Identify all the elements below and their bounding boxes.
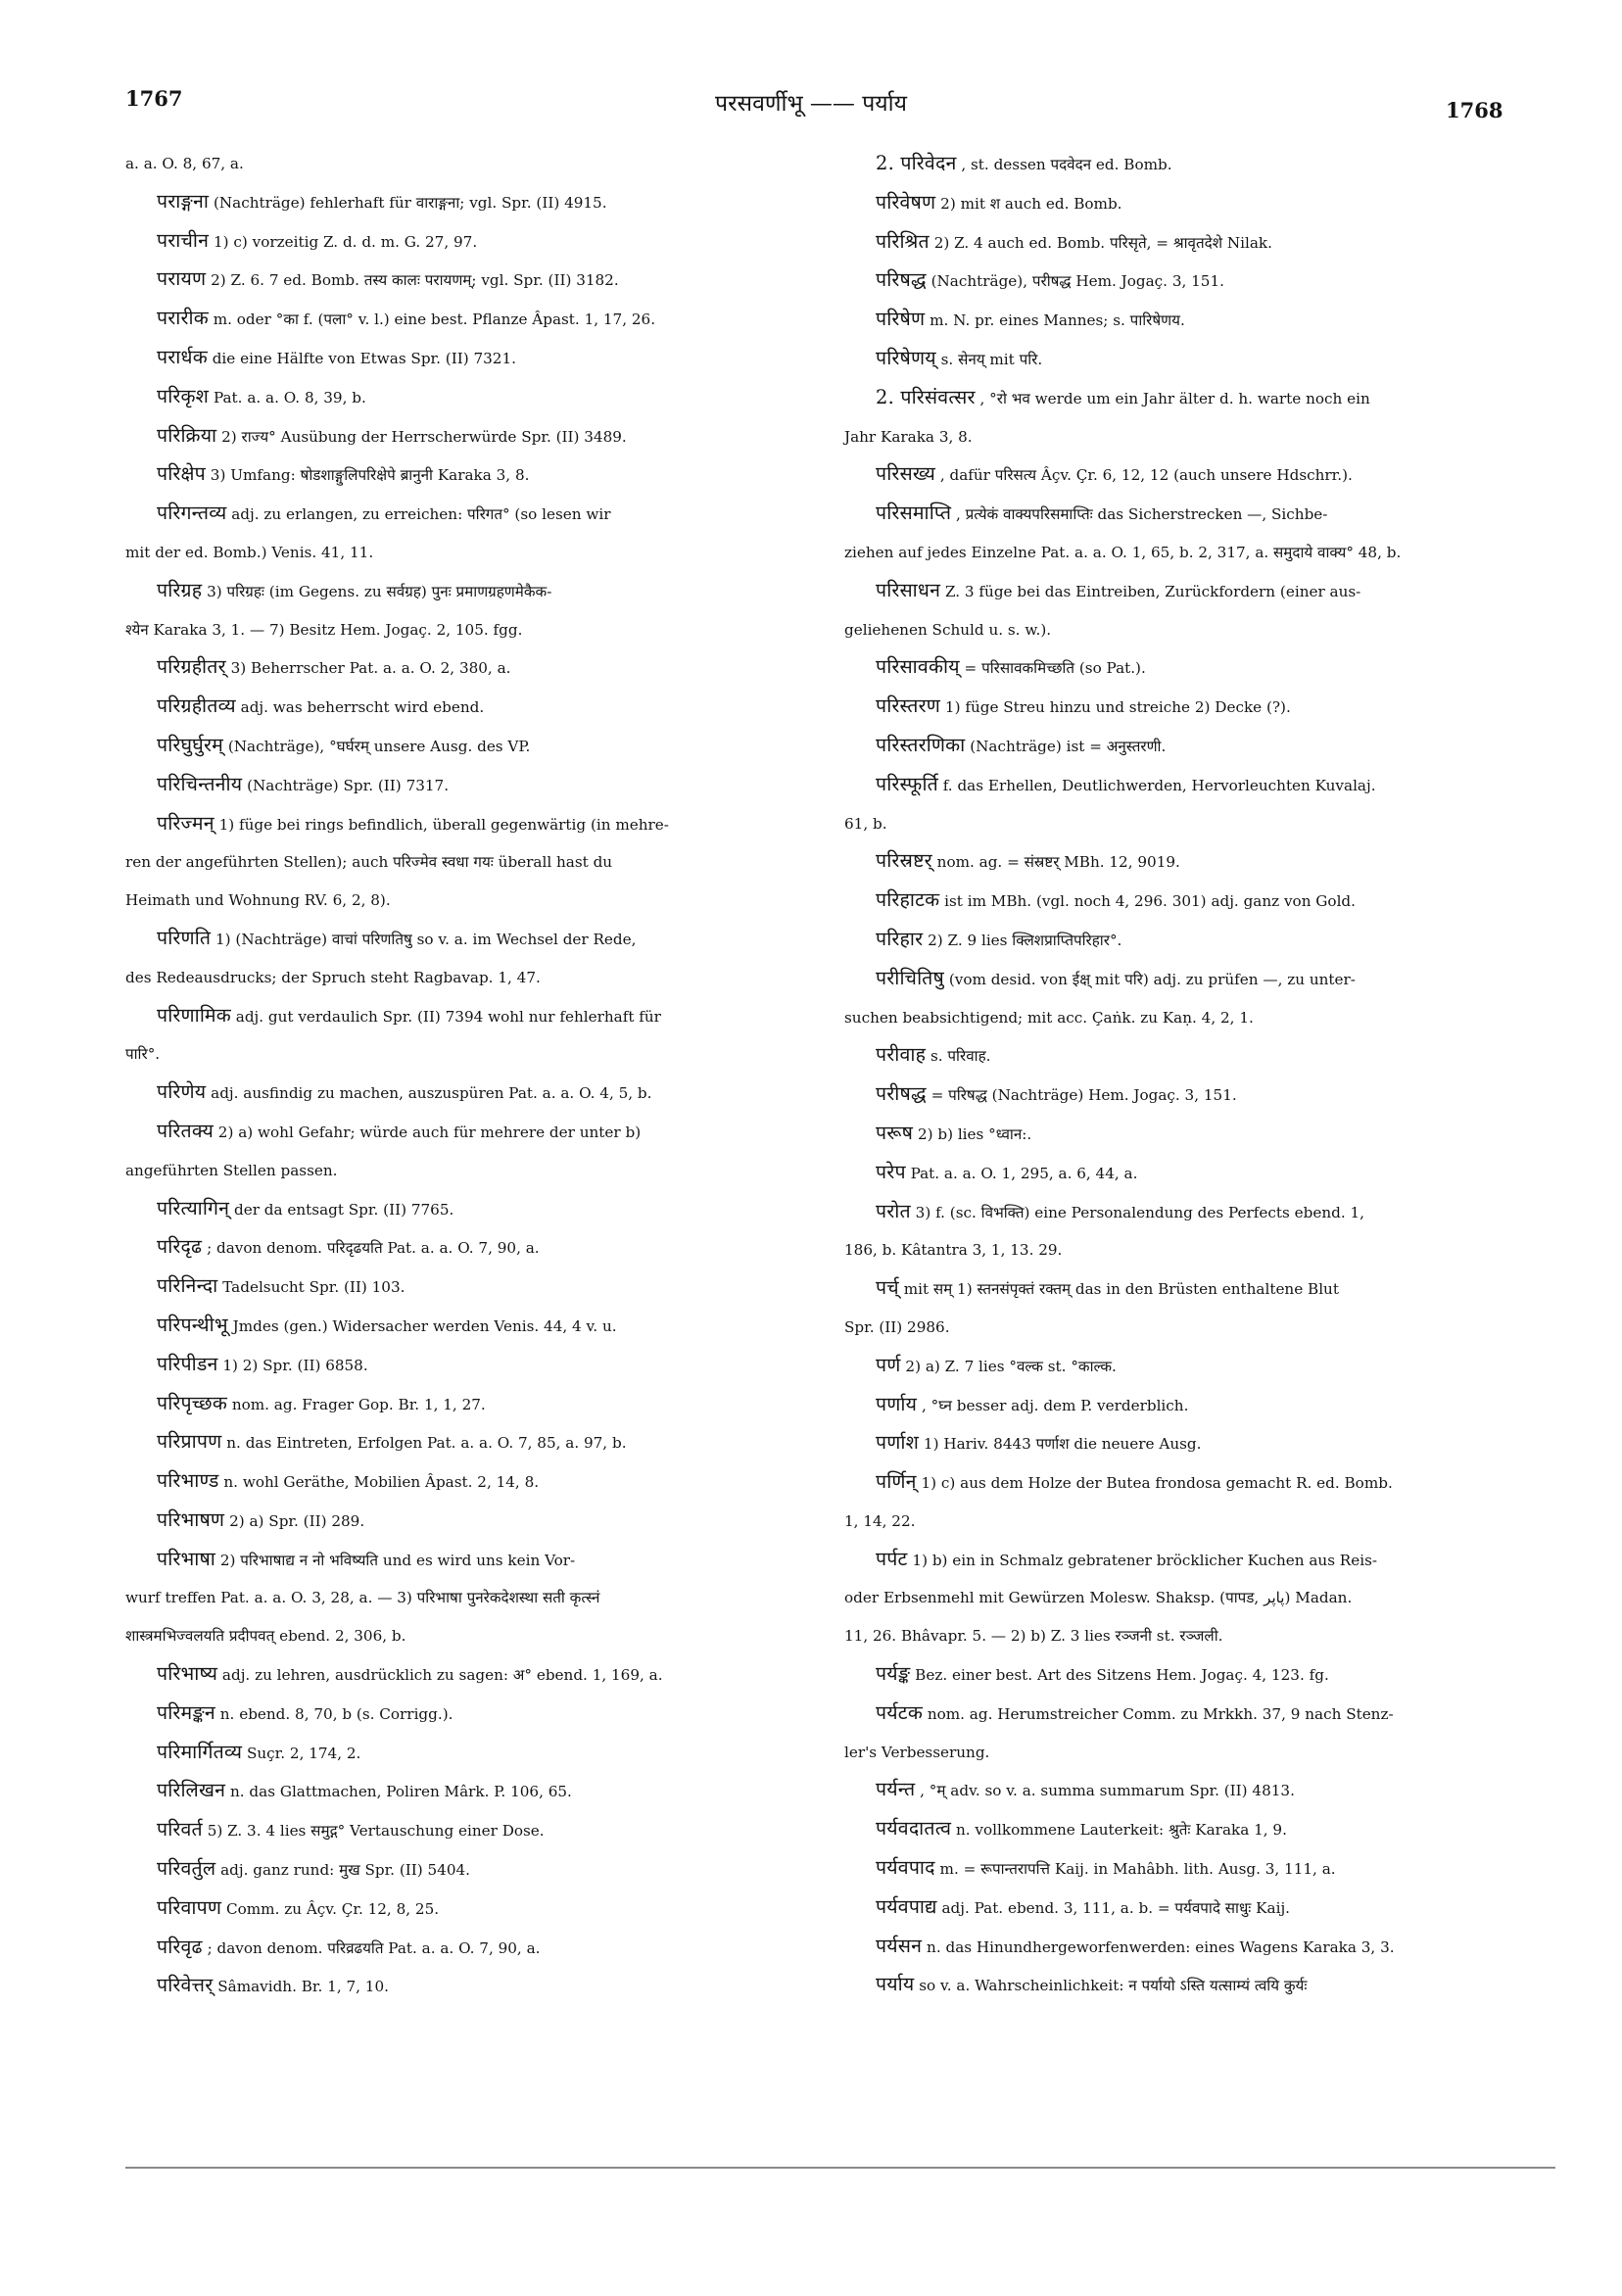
- entry-text: so v. a. Wahrscheinlichkeit: न पर्यायो ऽस्ति यत्साम्यं त्वयि कुर्यः: [919, 1977, 1308, 1995]
- dictionary-entry-line: [844, 145, 1491, 184]
- footer-rule: [125, 2167, 1555, 2169]
- entry-headword: परिक्रिया: [157, 423, 217, 447]
- dictionary-entry-line: [125, 417, 768, 456]
- entry-headword: परिचिन्तनीय: [157, 772, 243, 795]
- right-column: [844, 145, 1491, 2005]
- entry-headword: परिलिखन: [157, 1779, 226, 1802]
- dictionary-entry-line: [844, 1734, 1491, 1772]
- entry-headword: परिषेणय्: [876, 346, 936, 369]
- entry-headword: परिणेय: [157, 1080, 207, 1104]
- dictionary-entry-line: [125, 1228, 768, 1268]
- dictionary-entry-line: [844, 301, 1491, 340]
- entry-text: 2) Z. 6. 7 ed. Bomb. तस्य कालः परायणम्; vgl. Spr. (II) 3182.: [211, 271, 619, 290]
- entry-headword: 2. परिवेदन: [876, 152, 957, 174]
- entry-headword: पर्यवदातत्व: [876, 1817, 952, 1841]
- entry-headword: पर्यटक: [876, 1700, 923, 1724]
- left-column: [125, 145, 768, 2006]
- dictionary-entry-line: [125, 1655, 768, 1695]
- dictionary-entry-line: [844, 1849, 1491, 1889]
- dictionary-entry-line: [125, 1385, 768, 1424]
- entry-text: , °म् adv. so v. a. summa summarum Spr. (II) 4813.: [920, 1782, 1295, 1800]
- entry-text: oder Erbsenmehl mit Gewürzen Molesw. Shaksp. (पापड, پاپر) Madan.: [844, 1589, 1353, 1607]
- entry-headword: परिणति: [157, 926, 212, 949]
- dictionary-entry-line: [844, 1655, 1491, 1695]
- dictionary-entry-line: [844, 1541, 1491, 1580]
- dictionary-entry-line: [844, 1771, 1491, 1810]
- dictionary-entry-line: [125, 1074, 768, 1113]
- entry-headword: पर्च्: [876, 1276, 899, 1300]
- entry-headword: पर्याय: [876, 1973, 915, 1996]
- entry-headword: परिकृश: [157, 384, 210, 407]
- dictionary-entry-line: [844, 1463, 1491, 1503]
- page-number-right: 1768: [1446, 98, 1503, 122]
- dictionary-entry-line: [125, 1113, 768, 1152]
- entry-headword: परिक्षेप: [157, 462, 206, 486]
- entry-headword: पर्यङ्क: [876, 1662, 911, 1686]
- dictionary-entry-line: [844, 727, 1491, 766]
- entry-headword: परिदृढ: [157, 1235, 203, 1259]
- dictionary-entry-line: [125, 300, 768, 339]
- dictionary-entry-line: [125, 572, 768, 611]
- entry-text: , dafür परिसत्य Âçv. Çr. 6, 12, 12 (auch unsere Hdschrr.).: [939, 466, 1353, 485]
- entry-headword: पर्पट: [876, 1547, 908, 1570]
- entry-headword: परिभाषण: [157, 1507, 225, 1531]
- entry-headword: परीषद्ध: [876, 1082, 927, 1106]
- entry-text: 2) a) Spr. (II) 289.: [229, 1511, 365, 1530]
- entry-headword: परार्धक: [157, 345, 208, 368]
- dictionary-entry-line: [125, 534, 768, 572]
- dictionary-entry-line: [844, 882, 1491, 921]
- entry-text: ; davon denom. परिदृढयति Pat. a. a. O. 7, 90, a.: [207, 1239, 540, 1258]
- dictionary-entry-line: [844, 1424, 1491, 1463]
- page-title: परसवर्णीभू —— पर्याय: [715, 91, 907, 117]
- entry-text: adj. Pat. ebend. 3, 111, a. b. = पर्यवपादे साधुः Kaij.: [941, 1898, 1290, 1917]
- entry-headword: परिसमाप्ति: [876, 502, 952, 525]
- entry-headword: परिभाषा: [157, 1547, 215, 1570]
- entry-headword: परिस्तरणिका: [876, 733, 966, 756]
- entry-text: Tadelsucht Spr. (II) 103.: [222, 1278, 406, 1297]
- entry-text: Comm. zu Âçv. Çr. 12, 8, 25.: [226, 1899, 440, 1918]
- entry-text: mit सम् 1) स्तनसंपृक्तं रक्तम् das in den Brüsten enthaltene Blut: [903, 1280, 1339, 1299]
- entry-text: n. das Hinundhergeworfenwerden: eines Wagens Karaka 3, 3.: [927, 1937, 1395, 1956]
- entry-text: 1) Hariv. 8443 पर्णाश die neuere Ausg.: [923, 1435, 1202, 1454]
- entry-headword: परिगन्तव्य: [157, 502, 227, 525]
- dictionary-entry-line: [125, 1967, 768, 2006]
- entry-text: angeführten Stellen passen.: [125, 1161, 338, 1179]
- dictionary-entry-line: [844, 1928, 1491, 1967]
- dictionary-entry-line: [844, 223, 1491, 263]
- dictionary-entry-line: [125, 1423, 768, 1462]
- dictionary-entry-line: [125, 805, 768, 844]
- entry-headword: परिस्रष्टर्: [876, 849, 932, 873]
- entry-text: Sâmavidh. Br. 1, 7, 10.: [217, 1978, 389, 1996]
- dictionary-entry-line: [125, 1579, 768, 1617]
- dictionary-entry-line: [125, 688, 768, 727]
- entry-text: 1) füge Streu hinzu und streiche 2) Decke (?).: [944, 698, 1291, 717]
- dictionary-entry-line: [125, 1811, 768, 1850]
- entry-text: f. das Erhellen, Deutlichwerden, Hervorleuchten Kuvalaj.: [942, 776, 1376, 794]
- entry-text: , st. dessen पदवेदन ed. Bomb.: [961, 156, 1172, 173]
- entry-text: 186, b. Kâtantra 3, 1, 13. 29.: [844, 1241, 1063, 1260]
- dictionary-entry-line: [844, 648, 1491, 688]
- entry-text: adj. zu lehren, ausdrücklich zu sagen: अ° ebend. 1, 169, a.: [221, 1666, 663, 1685]
- entry-text: 3) Umfang: षोडशाङ्गुलिपरिक्षेपे ब्रानुनी Karaka 3, 8.: [210, 466, 530, 485]
- dictionary-entry-line: [125, 455, 768, 495]
- entry-headword: परित्यागिन्: [157, 1196, 230, 1220]
- entry-headword: परिग्रहीतव्य: [157, 694, 236, 718]
- entry-text: ren der angeführten Stellen); auch परिज्मेव स्वधा गयः überall hast du: [125, 853, 613, 872]
- entry-text: ler's Verbesserung.: [844, 1743, 990, 1761]
- dictionary-entry-line: [125, 222, 768, 262]
- entry-headword: पराचीन: [157, 228, 210, 252]
- dictionary-entry-line: [844, 1036, 1491, 1076]
- entry-headword: परिघुर्घुरम्: [157, 733, 223, 756]
- dictionary-entry-line: [125, 1850, 768, 1889]
- entry-text: 61, b.: [844, 814, 887, 833]
- dictionary-entry-line: [844, 184, 1491, 223]
- entry-text: ; davon denom. परिव्रढयति Pat. a. a. O. 7, 90, a.: [207, 1938, 541, 1957]
- entry-headword: परिहाटक: [876, 888, 940, 912]
- entry-text: nom. ag. = संस्रष्टर् MBh. 12, 9019.: [936, 853, 1180, 872]
- entry-text: = परिषद्ध (Nachträge) Hem. Jogaç. 3, 151.: [930, 1086, 1237, 1105]
- dictionary-entry-line: [125, 1190, 768, 1229]
- entry-text: 1) (Nachträge) वाचां परिणतिषु so v. a. im Wechsel der Rede,: [215, 930, 637, 948]
- dictionary-entry-line: [844, 262, 1491, 301]
- entry-headword: पर्यन्त: [876, 1778, 916, 1801]
- entry-headword: परिहार: [876, 927, 924, 950]
- entry-text: Spr. (II) 2986.: [844, 1317, 950, 1336]
- entry-headword: परीवाह: [876, 1043, 927, 1067]
- entry-headword: परिज्मन्: [157, 811, 215, 835]
- entry-text: m. = रूपान्तरापत्ति Kaij. in Mahâbh. lith. Ausg. 3, 111, a.: [939, 1860, 1336, 1879]
- dictionary-entry-line: [844, 1076, 1491, 1115]
- dictionary-entry-line: [125, 339, 768, 378]
- entry-headword: पर्यवपाद्य: [876, 1894, 937, 1918]
- entry-text: 2) a) Z. 7 lies °वल्क st. °काल्क.: [905, 1357, 1117, 1375]
- entry-text: 2) b) lies °ध्वान:.: [917, 1124, 1032, 1143]
- entry-headword: परिभाष्य: [157, 1662, 218, 1686]
- entry-text: Heimath und Wohnung RV. 6, 2, 8).: [125, 891, 391, 910]
- entry-text: पारि°.: [125, 1045, 161, 1064]
- entry-headword: पर्णिन्: [876, 1470, 917, 1494]
- dictionary-entry-line: [844, 921, 1491, 960]
- dictionary-entry-line: [844, 1695, 1491, 1734]
- entry-text: 2) Z. 9 lies क्लिशप्राप्तिपरिहार°.: [928, 931, 1122, 949]
- dictionary-entry-line: [125, 766, 768, 805]
- entry-text: 11, 26. Bhâvapr. 5. — 2) b) Z. 3 lies रञ्जनी st. रञ्जली.: [844, 1627, 1223, 1646]
- entry-text: 1) c) aus dem Holze der Butea frondosa gemacht R. ed. Bomb.: [921, 1474, 1393, 1493]
- entry-text: (Nachträge), परीषद्ध Hem. Jogaç. 3, 151.: [930, 272, 1224, 291]
- dictionary-entry-line: [844, 1810, 1491, 1849]
- entry-headword: पर्ण: [876, 1353, 901, 1376]
- entry-text: wurf treffen Pat. a. a. O. 3, 28, a. — 3) परिभाषा पुनरेकदेशस्था सती कृत्स्नं: [125, 1589, 600, 1607]
- dictionary-entry-line: [125, 261, 768, 300]
- entry-text: n. wohl Geräthe, Mobilien Âpast. 2, 14, 8.: [223, 1473, 540, 1492]
- entry-headword: पर्यवपाद: [876, 1856, 935, 1880]
- entry-headword: परिपन्थीभू: [157, 1313, 228, 1336]
- dictionary-entry-line: [125, 495, 768, 534]
- entry-text: (vom desid. von ईक्ष् mit परि) adj. zu prüfen —, zu unter-: [948, 970, 1356, 988]
- entry-headword: परिभाण्ड: [157, 1469, 219, 1493]
- entry-text: , °रो भव werde um ein Jahr älter d. h. warte noch ein: [979, 389, 1370, 407]
- entry-headword: परिसाधन: [876, 578, 941, 601]
- dictionary-entry-line: [125, 1152, 768, 1190]
- dictionary-entry-line: [844, 1231, 1491, 1269]
- dictionary-entry-line: [844, 1503, 1491, 1541]
- dictionary-entry-line: [844, 1386, 1491, 1425]
- dictionary-entry-line: [844, 1579, 1491, 1617]
- entry-text: 5) Z. 3. 4 lies समुद्ग° Vertauschung einer Dose.: [207, 1822, 545, 1841]
- entry-text: Pat. a. a. O. 8, 39, b.: [213, 388, 366, 407]
- entry-headword: 2. परिसंवत्सर: [876, 385, 976, 408]
- entry-headword: पराङ्गना: [157, 189, 210, 213]
- entry-text: geliehenen Schuld u. s. w.).: [844, 620, 1052, 639]
- dictionary-entry-line: [844, 340, 1491, 379]
- entry-headword: परिस्तरण: [876, 694, 941, 718]
- entry-text: = परिसावकमिच्छति (so Pat.).: [964, 659, 1146, 678]
- dictionary-entry-line: [844, 805, 1491, 843]
- dictionary-entry-line: [125, 1617, 768, 1655]
- dictionary-entry-line: [125, 1502, 768, 1541]
- entry-text: Z. 3 füge bei das Eintreiben, Zurückfordern (einer aus-: [944, 582, 1361, 600]
- dictionary-entry-line: [125, 882, 768, 920]
- entry-text: (Nachträge) ist = अनुस्तरणी.: [970, 737, 1167, 755]
- entry-headword: परिवर्त: [157, 1818, 203, 1842]
- entry-text: n. das Glattmachen, Poliren Mârk. P. 106, 65.: [229, 1783, 572, 1801]
- entry-text: mit der ed. Bomb.) Venis. 41, 11.: [125, 543, 374, 561]
- dictionary-entry-line: [125, 959, 768, 997]
- entry-headword: परिपृच्छक: [157, 1391, 227, 1414]
- dictionary-entry-line: [844, 1347, 1491, 1386]
- dictionary-entry-line: [125, 611, 768, 649]
- entry-text: des Redeausdrucks; der Spruch steht Ragbavap. 1, 47.: [125, 968, 541, 986]
- entry-text: 2) Z. 4 auch ed. Bomb. परिसृते, = श्रावृतदेशे Nilak.: [933, 233, 1272, 252]
- entry-text: 1) 2) Spr. (II) 6858.: [222, 1356, 368, 1374]
- entry-text: n. ebend. 8, 70, b (s. Corrigg.).: [219, 1704, 453, 1723]
- entry-headword: परिवेषण: [876, 190, 936, 214]
- entry-text: n. vollkommene Lauterkeit: श्रुतेः Karaka 1, 9.: [956, 1821, 1287, 1840]
- dictionary-entry-line: [844, 1966, 1491, 2005]
- entry-text: m. N. pr. eines Mannes; s. पारिषेणय.: [930, 311, 1185, 330]
- entry-headword: परिवृढ: [157, 1935, 203, 1958]
- entry-headword: परिणामिक: [157, 1003, 231, 1027]
- dictionary-entry-line: [125, 1346, 768, 1385]
- entry-text: die eine Hälfte von Etwas Spr. (II) 7321.: [212, 349, 516, 367]
- dictionary-entry-line: [125, 145, 768, 183]
- dictionary-entry-line: [844, 1309, 1491, 1347]
- dictionary-entry-line: [125, 183, 768, 222]
- entry-text: 1) füge bei rings befindlich, überall gegenwärtig (in mehre-: [218, 815, 669, 834]
- entry-text: , °घ्न besser adj. dem P. verderblich.: [921, 1396, 1189, 1414]
- entry-text: शास्त्रमभिज्वलयति प्रदीपवत् ebend. 2, 306, b.: [125, 1627, 406, 1646]
- entry-text: adj. zu erlangen, zu erreichen: परिगत° (so lesen wir: [231, 505, 611, 524]
- dictionary-entry-line: [125, 843, 768, 882]
- entry-headword: परूष: [876, 1121, 914, 1144]
- entry-text: Bez. einer best. Art des Sitzens Hem. Jogaç. 4, 123. fg.: [915, 1666, 1329, 1685]
- entry-headword: परेप: [876, 1160, 906, 1183]
- entry-text: Suçr. 2, 174, 2.: [246, 1744, 361, 1762]
- entry-text: s. सेनय् mit परि.: [940, 350, 1043, 368]
- dictionary-entry-line: [844, 572, 1491, 611]
- entry-text: 2) परिभाषाद्य न नो भविष्यति und es wird uns kein Vor-: [219, 1551, 576, 1569]
- dictionary-entry-line: [844, 842, 1491, 882]
- dictionary-entry-line: [125, 1035, 768, 1074]
- entry-headword: पर्णाश: [876, 1431, 920, 1455]
- entry-text: adj. gut verdaulich Spr. (II) 7394 wohl nur fehlerhaft für: [235, 1007, 661, 1026]
- entry-headword: परिप्रापण: [157, 1430, 222, 1454]
- entry-text: nom. ag. Frager Gop. Br. 1, 1, 27.: [231, 1395, 486, 1413]
- entry-headword: परायण: [157, 267, 207, 291]
- entry-text: 1) b) ein in Schmalz gebratener bröcklicher Kuchen aus Reis-: [912, 1551, 1378, 1569]
- entry-headword: परिषद्ध: [876, 268, 927, 292]
- entry-headword: परिषेण: [876, 308, 926, 331]
- entry-text: 3) f. (sc. विभक्ति) eine Personalendung des Perfects ebend. 1,: [915, 1203, 1364, 1221]
- dictionary-entry-line: [844, 960, 1491, 999]
- entry-text: ziehen auf jedes Einzelne Pat. a. a. O. 1, 65, b. 2, 317, a. समुदाये वाक्य° 48, b.: [844, 543, 1402, 561]
- entry-text: 1) c) vorzeitig Z. d. d. m. G. 27, 97.: [214, 232, 478, 251]
- dictionary-entry-line: [125, 1929, 768, 1968]
- entry-text: (Nachträge), °घर्घरम् unsere Ausg. des VP.: [227, 737, 531, 755]
- dictionary-entry-line: [125, 1268, 768, 1307]
- entry-headword: परारीक: [157, 307, 209, 330]
- entry-text: (Nachträge) fehlerhaft für वाराङ्गना; vgl. Spr. (II) 4915.: [213, 193, 607, 212]
- dictionary-entry-line: [125, 727, 768, 766]
- dictionary-entry-line: [844, 534, 1491, 572]
- entry-headword: परीचितिषु: [876, 966, 944, 989]
- dictionary-entry-line: [125, 378, 768, 417]
- entry-headword: परिसावकीय्: [876, 655, 960, 679]
- dictionary-entry-line: [844, 688, 1491, 727]
- entry-headword: परिग्रहीतर्: [157, 655, 226, 679]
- entry-text: adj. ganz rund: मुख Spr. (II) 5404.: [220, 1861, 470, 1880]
- entry-text: 2) a) wohl Gefahr; würde auch für mehrere der unter b): [217, 1123, 642, 1141]
- entry-headword: परिग्रह: [157, 578, 203, 601]
- dictionary-entry-line: [844, 766, 1491, 805]
- dictionary-entry-line: [844, 1193, 1491, 1232]
- entry-text: nom. ag. Herumstreicher Comm. zu Mrkkh. 37, 9 nach Stenz-: [927, 1704, 1394, 1723]
- entry-headword: परिनिन्दा: [157, 1274, 218, 1298]
- dictionary-entry-line: [844, 1617, 1491, 1655]
- page-header: [0, 86, 1622, 125]
- entry-headword: परिसख्य: [876, 462, 936, 486]
- entry-text: adj. was beherrscht wird ebend.: [240, 698, 485, 717]
- dictionary-entry-line: [125, 1541, 768, 1580]
- dictionary-entry-line: [125, 648, 768, 688]
- dictionary-entry-line: [844, 495, 1491, 534]
- dictionary-entry-line: [125, 1772, 768, 1811]
- dictionary-entry-line: [125, 1307, 768, 1346]
- entry-text: 2) राज्य° Ausübung der Herrscherwürde Spr. (II) 3489.: [221, 427, 627, 446]
- page-number-left: 1767: [125, 86, 183, 111]
- entry-text: 1, 14, 22.: [844, 1511, 916, 1530]
- entry-text: s. परिवाह.: [930, 1047, 991, 1066]
- entry-text: Jahr Karaka 3, 8.: [844, 427, 973, 446]
- entry-text: n. das Eintreten, Erfolgen Pat. a. a. O. 7, 85, a. 97, b.: [226, 1434, 627, 1453]
- entry-text: der da entsagt Spr. (II) 7765.: [234, 1200, 454, 1219]
- entry-text: a. a. O. 8, 67, a.: [125, 155, 244, 172]
- entry-text: 2) mit श auch ed. Bomb.: [940, 194, 1122, 213]
- entry-headword: पर्यसन: [876, 1934, 923, 1957]
- entry-headword: परिवर्तुल: [157, 1857, 216, 1881]
- entry-text: श्येन Karaka 3, 1. — 7) Besitz Hem. Jogaç. 2, 105. fgg.: [125, 620, 523, 639]
- entry-headword: परितक्य: [157, 1119, 214, 1142]
- entry-headword: पर्णाय: [876, 1392, 918, 1415]
- entry-headword: परोत: [876, 1199, 911, 1222]
- dictionary-entry-line: [844, 1115, 1491, 1154]
- dictionary-entry-line: [844, 1269, 1491, 1309]
- dictionary-entry-line: [844, 1154, 1491, 1193]
- entry-headword: परिवापण: [157, 1895, 222, 1919]
- dictionary-entry-line: [844, 379, 1491, 418]
- dictionary-entry-line: [125, 1889, 768, 1929]
- entry-text: Pat. a. a. O. 1, 295, a. 6, 44, a.: [910, 1164, 1138, 1182]
- entry-text: 3) परिग्रहः (im Gegens. zu सर्वग्रह) पुनः प्रमाणग्रहणमेकैक-: [207, 582, 552, 600]
- entry-text: ist im MBh. (vgl. noch 4, 296. 301) adj. ganz von Gold.: [944, 892, 1356, 911]
- entry-headword: परिमार्गितव्य: [157, 1740, 243, 1763]
- entry-headword: परिश्रित: [876, 229, 930, 253]
- dictionary-entry-line: [844, 455, 1491, 495]
- dictionary-entry-line: [125, 1462, 768, 1502]
- entry-headword: परिपीडन: [157, 1352, 218, 1375]
- dictionary-entry-line: [844, 611, 1491, 649]
- dictionary-entry-line: [125, 1695, 768, 1734]
- entry-text: 3) Beherrscher Pat. a. a. O. 2, 380, a.: [230, 659, 511, 678]
- dictionary-entry-line: [125, 997, 768, 1036]
- entry-text: suchen beabsichtigend; mit acc. Çaṅk. zu Kaṇ. 4, 2, 1.: [844, 1008, 1254, 1027]
- entry-text: (Nachträge) Spr. (II) 7317.: [247, 776, 450, 794]
- entry-headword: परिस्फूर्ति: [876, 772, 938, 795]
- dictionary-entry-line: [125, 1734, 768, 1773]
- dictionary-entry-line: [844, 418, 1491, 456]
- entry-text: Jmdes (gen.) Widersacher werden Venis. 44, 4 v. u.: [232, 1316, 617, 1335]
- dictionary-entry-line: [844, 999, 1491, 1037]
- dictionary-entry-line: [844, 1889, 1491, 1928]
- entry-headword: परिवेत्तर्: [157, 1974, 214, 1997]
- dictionary-entry-line: [125, 920, 768, 959]
- entry-text: , प्रत्येकं वाक्यपरिसमाप्तिः das Sicherstrecken —, Sichbe-: [956, 505, 1328, 524]
- entry-text: m. oder °का f. (पला° v. l.) eine best. Pflanze Âpast. 1, 17, 26.: [213, 311, 656, 329]
- entry-headword: परिमङ्कन: [157, 1700, 215, 1724]
- entry-text: adj. ausfindig zu machen, auszuspüren Pat. a. a. O. 4, 5, b.: [211, 1084, 652, 1103]
